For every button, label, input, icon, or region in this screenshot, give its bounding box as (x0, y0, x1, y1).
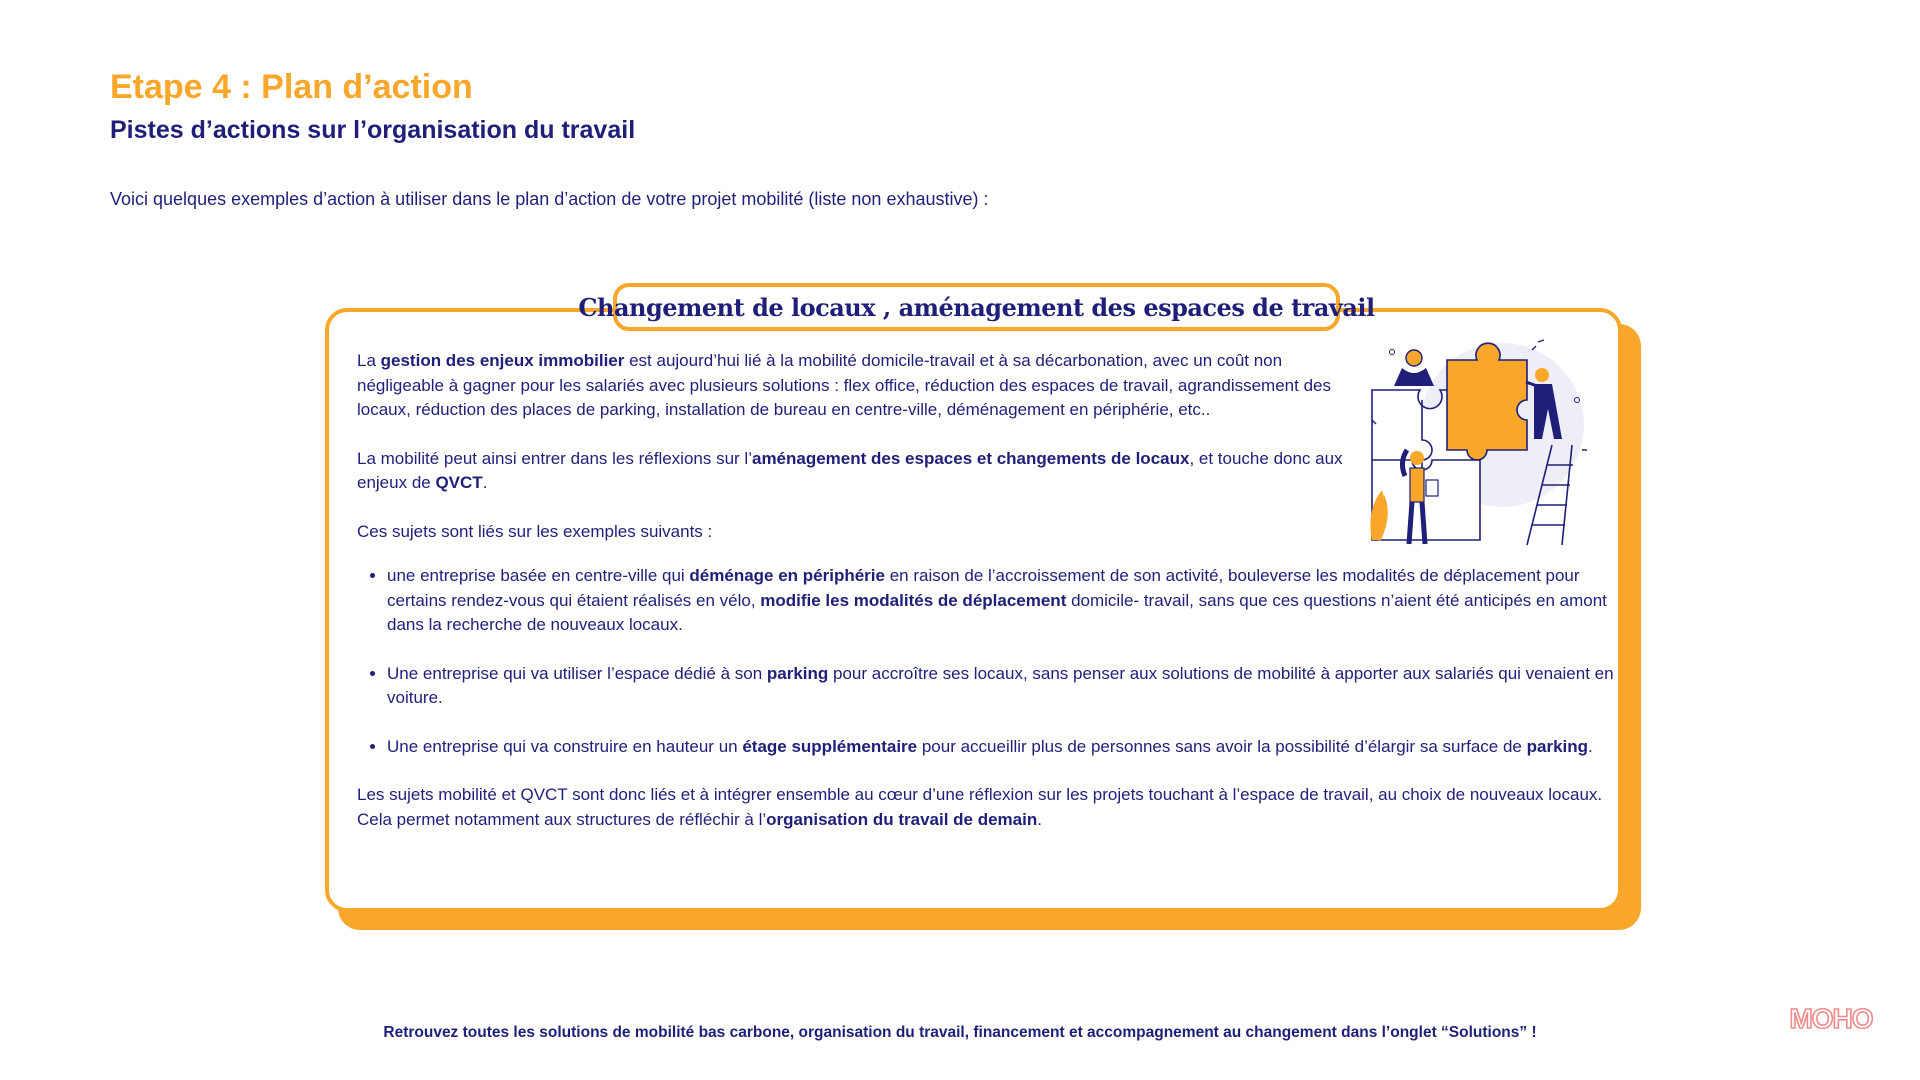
text-run: . (1588, 736, 1593, 756)
text-run: pour accueillir plus de personnes sans avoir la possibilité d’élargir sa surface de (917, 736, 1527, 756)
text-run: . (482, 473, 488, 492)
logo-text: MOHO (1789, 1003, 1873, 1034)
text-run: La (357, 351, 381, 370)
paragraph-immobilier (357, 349, 1357, 423)
intro-text: Voici quelques exemples d’action à utiliser dans le plan d’action de votre projet mobilité (liste non exhaustive) : (110, 189, 989, 209)
text-run: Une entreprise qui va utiliser l’espace dédié à son (387, 663, 767, 683)
text-run: pour accroître ses locaux, sans penser aux solutions de mobilité à apporter aux salariés qui venaient en voiture. (387, 663, 1614, 707)
text-run: Ces sujets sont liés sur les exemples suivants : (357, 521, 713, 541)
list-item (387, 662, 1617, 711)
text-run: Les sujets mobilité et QVCT sont donc liés et à intégrer ensemble au cœur d’une réflexion sur les projets touchant à l’espace de travail, au choix de nouveaux locaux. Cela permet notamment aux structures de réfléchir à l’ (357, 785, 1603, 829)
emphasis-text: parking (1526, 736, 1589, 756)
paragraph-conclusion (357, 783, 1617, 832)
emphasis-text: gestion des enjeux immobilier (380, 351, 625, 370)
puzzle-team-illustration (1352, 330, 1592, 558)
emphasis-text: étage supplémentaire (742, 736, 918, 756)
page-subtitle: Pistes d’actions sur l’organisation du travail (110, 116, 636, 144)
paragraph-amenagement (357, 447, 1357, 496)
emphasis-text: organisation du travail de demain (766, 809, 1038, 829)
text-run: La mobilité peut ainsi entrer dans les réflexions sur l’ (357, 448, 752, 468)
list-item (387, 735, 1617, 760)
emphasis-text: parking (766, 663, 829, 683)
footer-note: Retrouvez toutes les solutions de mobilité bas carbone, organisation du travail, financement et accompagnement au changement dans l’onglet “Solutions” ! (383, 1024, 1537, 1041)
emphasis-text: QVCT (435, 473, 483, 492)
emphasis-text: modifie les modalités de déplacement (760, 590, 1067, 610)
moho-logo (1789, 978, 1873, 1038)
text-run: , et touche donc aux enjeux de (357, 448, 1343, 492)
text-run: une entreprise basée en centre-ville qui (387, 566, 690, 585)
text-run: domicile- travail, sans que ces questions n’aient été anticipés en amont dans la recherche de nouveaux locaux. (387, 590, 1607, 634)
emphasis-text: déménage en périphérie (689, 566, 885, 585)
list-item (387, 564, 1617, 638)
card-title: Changement de locaux , aménagement des espaces de travail (613, 283, 1340, 331)
text-run: . (1037, 809, 1042, 829)
text-run: en raison de l’accroissement de son activité, bouleverse les modalités de déplacement pour certains rendez-vous qui étaient réalisés en vélo, (387, 566, 1580, 610)
emphasis-text: aménagement des espaces et changements de locaux (751, 448, 1190, 468)
text-run: Une entreprise qui va construire en hauteur un (387, 736, 743, 756)
text-run: est aujourd’hui lié à la mobilité domicile-travail et à sa décarbonation, avec un coût non négligeable à gagner pour les salariés avec plusieurs solutions : flex office, réduction des espaces de travail, agrandissement des locaux, réduction des places de parking, installation de bureau en centre-ville, déménagement en périphérie, etc.. (357, 351, 1331, 419)
examples-list (357, 564, 1617, 759)
page-title: Etape 4 : Plan d’action (110, 68, 473, 106)
